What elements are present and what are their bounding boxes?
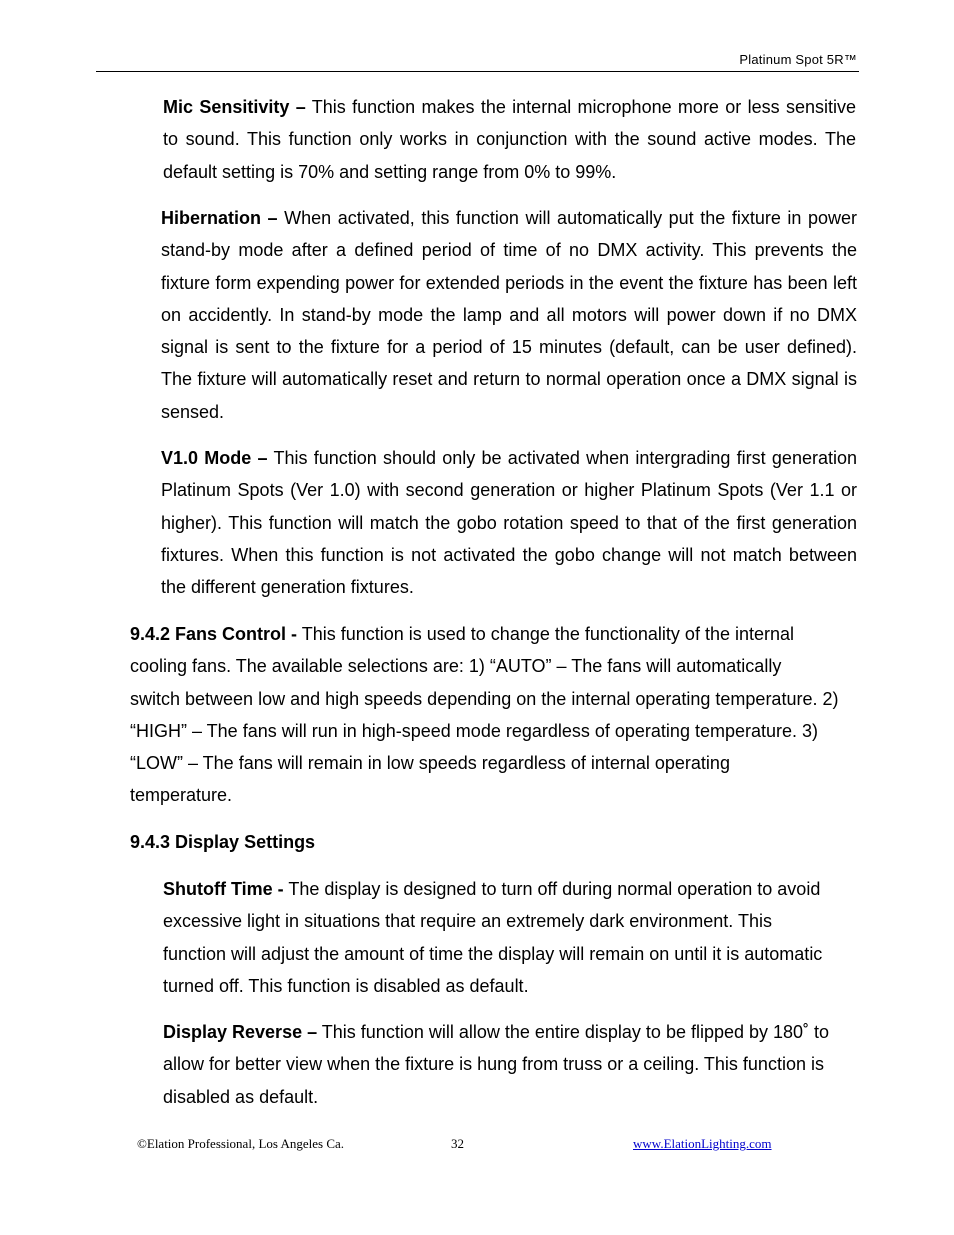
hibernation-paragraph <box>161 202 857 428</box>
footer-copyright: ©Elation Professional, Los Angeles Ca. <box>137 1136 345 1151</box>
website-link[interactable]: www.ElationLighting.com <box>633 1136 772 1151</box>
fans-control-paragraph <box>130 618 870 812</box>
display-reverse-term: Display Reverse – <box>163 1022 318 1042</box>
display-reverse-paragraph <box>163 1016 857 1113</box>
display-reverse-line: allow for better view when the fixture is hung from truss or a ceiling. This function is <box>163 1054 824 1075</box>
fans-control-line: cooling fans. The available selections are: 1) “AUTO” – The fans will automatically <box>130 656 782 677</box>
page-number: 32 <box>451 1136 464 1151</box>
fans-control-term: 9.4.2 Fans Control - <box>130 624 298 644</box>
shutoff-time-term: Shutoff Time - <box>163 879 284 899</box>
shutoff-time-line: function will adjust the amount of time the display will remain on until it is automatic <box>163 943 823 964</box>
display-reverse-line: disabled as default. <box>163 1086 319 1107</box>
fans-control-line: switch between low and high speeds depending on the internal operating temperature. 2) <box>130 688 839 709</box>
v10-mode-term: V1.0 Mode – <box>161 448 268 468</box>
mic-sensitivity-paragraph <box>163 91 856 188</box>
fans-control-line: temperature. <box>130 785 233 806</box>
display-settings-heading <box>130 826 830 858</box>
hibernation-term: Hibernation – <box>161 208 278 228</box>
v10-mode-paragraph <box>161 442 857 603</box>
mic-sensitivity-term: Mic Sensitivity – <box>163 97 306 117</box>
shutoff-time-line: The display is designed to turn off during normal operation to avoid <box>283 879 821 899</box>
display-settings-heading-text: 9.4.3 Display Settings <box>130 832 316 852</box>
hibernation-text: When activated, this function will automatically put the fixture in power stand-by mode after a defined period of time of no DMX activity. This prevents the fixture form expending power for extended periods in the event the fixture has been left on accidently. In stand-by mode the lamp and all motors will power down if no DMX signal is sent to the fixture for a period of 15 minutes (default, can be user defined). The fixture will automatically reset and return to normal operation once a DMX signal is sensed. <box>161 208 857 422</box>
running-header: Platinum Spot 5R™ <box>739 52 857 67</box>
shutoff-time-paragraph <box>163 873 856 1002</box>
header-divider <box>96 71 859 72</box>
shutoff-time-line: excessive light in situations that require an extremely dark environment. This <box>163 911 772 932</box>
display-reverse-line: This function will allow the entire display to be flipped by 180˚ to <box>317 1022 830 1042</box>
fans-control-line: “LOW” – The fans will remain in low speeds regardless of internal operating <box>130 753 730 774</box>
fans-control-line: This function is used to change the functionality of the internal <box>297 624 795 644</box>
shutoff-time-line: turned off. This function is disabled as default. <box>163 975 529 996</box>
v10-mode-text: This function should only be activated when intergrading first generation Platinum Spots (Ver 1.0) with second generation or higher Platinum Spots (Ver 1.1 or higher). This function will match the gobo rotation speed to that of the first generation fixtures. When this function is not activated the gobo change will not match between the different generation fixtures. <box>161 448 857 598</box>
mic-sensitivity-text: This function makes the internal microphone more or less sensitive to sound. This function only works in conjunction with the sound active modes. The default setting is 70% and setting range from 0% to 99%. <box>163 97 856 182</box>
fans-control-line: “HIGH” – The fans will run in high-speed mode regardless of operating temperature. 3) <box>130 720 819 741</box>
